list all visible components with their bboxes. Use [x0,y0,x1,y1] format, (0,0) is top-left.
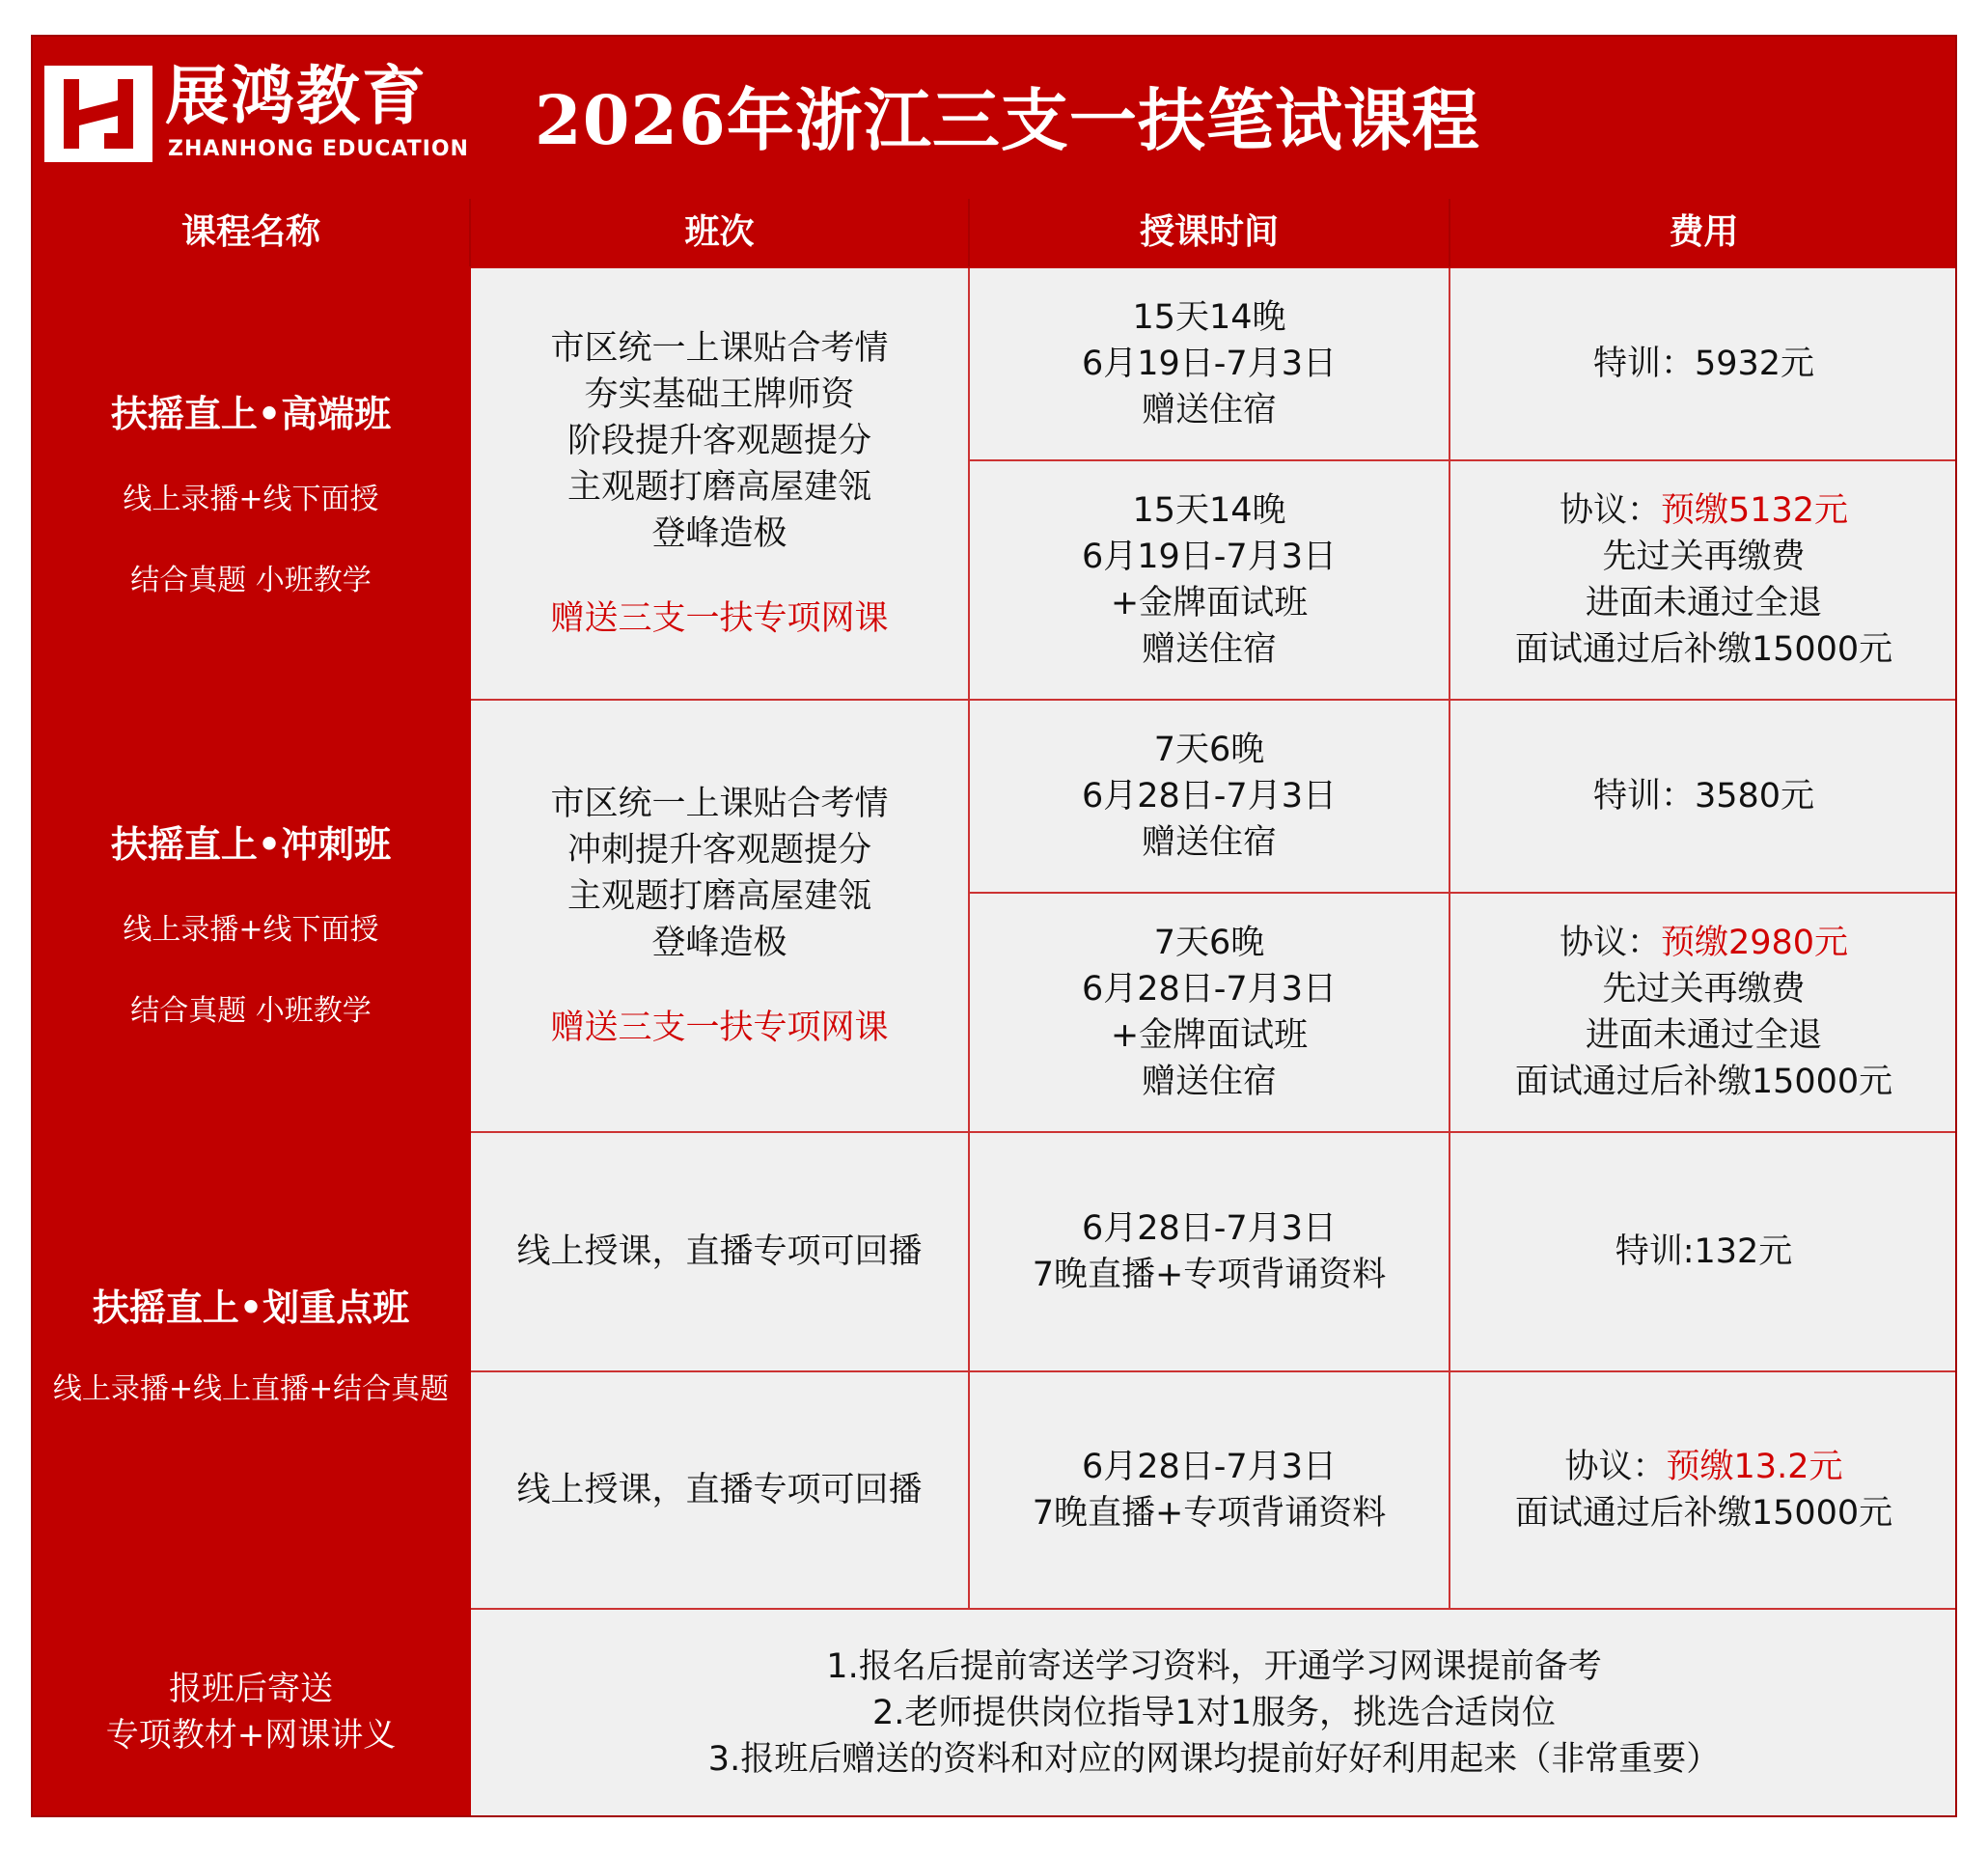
gift-text: 赠送三支一扶专项网课 [550,599,889,638]
time-line: 赠送住宿 [1141,823,1277,862]
class-line: 主观题打磨高屋建瓴 [566,877,871,916]
fee-cell [1450,894,1957,1131]
column-header-class: 班次 [684,212,755,252]
fee-cell [1450,1133,1957,1370]
course-name-cell-premium [33,268,469,699]
class-line: 市区统一上课贴合考情 [550,329,889,368]
footer-note: 3.报班后赠送的资料和对应的网课均提前好好利用起来（非常重要） [707,1740,1721,1779]
column-header-course-name: 课程名称 [180,212,320,252]
time-line: 7晚直播+专项背诵资料 [1032,1256,1387,1294]
course-table-body [471,268,1957,1816]
course-mode: 线上录播+线下面授 [123,913,379,947]
fee-agreement-line [1565,1444,1843,1490]
class-line: 主观题打磨高屋建瓴 [566,468,871,507]
time-line: 6月28日-7月3日 [1082,1448,1337,1486]
fee-line: 进面未通过全退 [1585,584,1822,622]
course-name-cell-keypoints [33,1133,469,1608]
time-cell [970,701,1449,892]
class-cell-premium [471,268,968,699]
class-line: 市区统一上课贴合考情 [550,785,889,823]
class-line: 冲刺提升客观题提分 [566,831,871,870]
fee-line: 特训:132元 [1615,1232,1793,1271]
fee-cell [1450,461,1957,699]
fee-agreement-line [1560,487,1848,534]
fee-line: 先过关再缴费 [1602,538,1806,576]
time-line: 6月28日-7月3日 [1082,777,1337,816]
fee-cell [1450,701,1957,892]
class-line: 夯实基础王牌师资 [584,375,855,414]
zhanhong-logo-icon [44,66,152,162]
fee-prefix: 协议： [1559,491,1661,530]
fee-deposit: 预缴13.2元 [1666,1448,1843,1486]
time-line: 7晚直播+专项背诵资料 [1032,1494,1387,1533]
time-line: 15天14晚 [1132,491,1286,530]
time-line: 赠送住宿 [1141,630,1277,669]
fee-prefix: 协议： [1564,1448,1667,1486]
time-cell [970,1372,1449,1608]
time-line: 赠送住宿 [1141,1063,1277,1101]
time-line: +金牌面试班 [1110,584,1309,622]
class-line: 线上授课，直播专项可回播 [516,1471,923,1509]
column-header-time: 授课时间 [1139,212,1279,252]
class-line: 登峰造极 [651,924,787,962]
time-line: 6月19日-7月3日 [1082,345,1337,383]
fee-line: 面试通过后补缴15000元 [1514,1063,1893,1101]
fee-line: 面试通过后补缴15000元 [1514,1494,1893,1533]
time-line: 7天6晚 [1153,924,1265,962]
course-name: 扶摇直上•划重点班 [92,1286,410,1329]
course-feature: 结合真题 小班教学 [130,994,372,1028]
class-cell-sprint [471,701,968,1131]
fee-line: 进面未通过全退 [1585,1016,1822,1055]
class-cell [471,1372,968,1608]
brand-name: 展鸿教育 [165,59,428,133]
fee-line: 特训：5932元 [1592,345,1815,383]
course-name-cell-sprint [33,701,469,1131]
page-title: 2026年浙江三支一扶笔试课程 [535,80,1480,160]
footer-left-cell [33,1610,469,1816]
fee-line: 特训：3580元 [1592,777,1815,816]
fee-prefix: 协议： [1559,924,1661,962]
column-header-fee: 费用 [1669,212,1739,252]
time-cell [970,268,1449,459]
time-line: 6月19日-7月3日 [1082,538,1337,576]
brand-name-english: ZHANHONG EDUCATION [168,137,469,161]
fee-line: 先过关再缴费 [1602,970,1806,1009]
class-line: 登峰造极 [651,514,787,553]
fee-cell [1450,1372,1957,1608]
fee-deposit: 预缴5132元 [1660,491,1849,530]
time-line: 6月28日-7月3日 [1082,1209,1337,1248]
footer-note: 1.报名后提前寄送学习资料，开通学习网课提前备考 [826,1647,1602,1686]
footer-left-line: 报班后寄送 [169,1670,333,1708]
time-cell [970,461,1449,699]
time-cell [970,894,1449,1131]
course-name: 扶摇直上•高端班 [110,393,392,435]
course-feature: 结合真题 小班教学 [130,564,372,597]
fee-deposit: 预缴2980元 [1660,924,1849,962]
fee-line: 面试通过后补缴15000元 [1514,630,1893,669]
time-line: 赠送住宿 [1141,391,1277,429]
gift-text: 赠送三支一扶专项网课 [550,1009,889,1047]
course-mode: 线上录播+线上直播+结合真题 [52,1372,450,1406]
poster-header [33,37,1955,197]
time-line: 6月28日-7月3日 [1082,970,1337,1009]
footer-notes [471,1610,1957,1816]
time-line: 15天14晚 [1132,298,1286,337]
footer-note: 2.老师提供岗位指导1对1服务，挑选合适岗位 [872,1694,1556,1732]
time-cell [970,1133,1449,1370]
class-line: 线上授课，直播专项可回播 [516,1232,923,1271]
class-line: 阶段提升客观题提分 [566,422,871,460]
course-poster [31,35,1957,1817]
time-line: 7天6晚 [1153,731,1265,769]
time-line: +金牌面试班 [1110,1016,1309,1055]
course-name: 扶摇直上•冲刺班 [110,823,392,866]
fee-agreement-line [1560,920,1848,966]
course-mode: 线上录播+线下面授 [123,483,379,516]
footer-left-line: 专项教材+网课讲义 [105,1716,397,1755]
class-cell [471,1133,968,1370]
fee-cell [1450,268,1957,459]
